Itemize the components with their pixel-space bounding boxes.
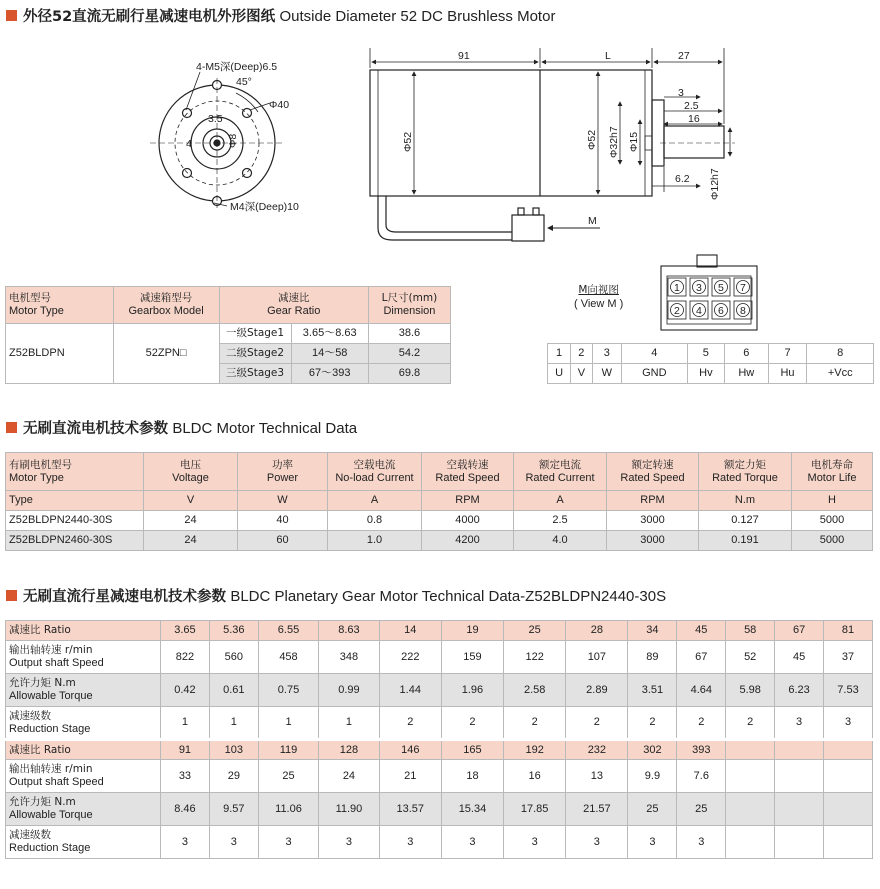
gear-cell: 222 [379,641,441,674]
section-marker [6,422,17,433]
gear-cell: 25 [628,793,677,826]
gear-row-torque [6,793,873,826]
unit-cell: RPM [422,491,514,511]
gear-cell [726,740,775,760]
pin-number: 6 [725,344,769,364]
header-cn: 减速箱型号 [139,292,193,304]
row-label [6,621,161,641]
gear-cell: 122 [504,641,566,674]
section-title-outline [6,5,555,26]
gear-cell: 2 [677,707,726,740]
section-title-cn: 无刷直流行星减速电机技术参数 [23,589,226,605]
gear-cell: 3 [258,826,318,859]
gear-cell: 6.23 [775,674,824,707]
pin-label-5: 5 [718,282,724,294]
table-cell: Z52BLDPN2460-30S [6,531,144,551]
row-label [6,793,161,826]
gear-cell: 45 [775,641,824,674]
gear-cell: 34 [628,621,677,641]
m4-label: M4深(Deep)10 [230,201,299,213]
gear-cell: 1 [161,707,210,740]
table-cell: 4.0 [514,531,607,551]
pin-name: Hu [768,364,807,384]
section-title-cn: 无刷直流电机技术参数 [23,421,168,437]
gear-cell: 5.98 [726,674,775,707]
gear-cell: 3 [824,707,873,740]
header-cell [607,453,699,491]
header-en: Gear Ratio [267,305,321,317]
gear-cell: 2 [726,707,775,740]
row-label-text: 减速比 Ratio [9,624,71,636]
gear-cell: 3 [319,826,379,859]
gear-cell [775,740,824,760]
section-title-en: Outside Diameter 52 DC Brushless Motor [279,8,556,25]
gear-cell: 89 [628,641,677,674]
gear-cell: 91 [161,740,210,760]
gear-cell: 3 [566,826,628,859]
pin-name: +Vcc [807,364,874,384]
pin-label-6: 6 [718,305,724,317]
gear-cell: 4.64 [677,674,726,707]
unit-cell: Type [6,491,144,511]
row-label-text: 输出轴转速 r/min [9,644,93,656]
header-cn: 电机型号 [9,292,51,304]
pin-name: Hw [725,364,769,384]
header-cell [238,453,328,491]
gear-cell: 3 [677,826,726,859]
gear-cell: 25 [677,793,726,826]
pin-number: 5 [687,344,724,364]
section-title-gear [6,585,666,606]
gear-cell [824,760,873,793]
unit-cell: A [328,491,422,511]
gear-cell: 13.57 [379,793,441,826]
row-label-text: Output shaft Speed [9,776,104,788]
dimension-cell: 54.2 [368,344,450,364]
gear-cell: 25 [504,621,566,641]
pin-number: 2 [571,344,593,364]
pin-name: GND [622,364,688,384]
gear-cell: 3 [628,826,677,859]
header-cn: 额定转速 [631,458,674,471]
gear-cell: 7.6 [677,760,726,793]
gear-cell [726,826,775,859]
phi32-label: Φ32h7 [608,126,620,158]
header-cn: L尺寸(mm) [381,292,438,304]
gear-table-body [6,621,873,859]
pin-number: 7 [768,344,807,364]
gear-cell [824,793,873,826]
gear-cell: 159 [441,641,503,674]
d35-label: 3.5 [208,113,223,125]
gear-cell: 0.61 [209,674,258,707]
section-marker [6,590,17,601]
row-label [6,826,161,859]
row-label-text: 减速级数 [9,829,51,841]
gear-cell: 81 [824,621,873,641]
gear-cell [824,826,873,859]
row-label-text: Allowable Torque [9,690,93,702]
unit-cell: A [514,491,607,511]
gear-cell: 1.96 [441,674,503,707]
header-cell [699,453,792,491]
pin-number: 3 [592,344,621,364]
header-en: Voltage [172,471,209,484]
header-cn: 额定力矩 [724,458,766,471]
gear-row-stage [6,826,873,859]
pin-label-1: 1 [674,282,680,294]
unit-cell: H [792,491,873,511]
ratio-cell: 14～58 [291,344,368,364]
table-cell: 0.191 [699,531,792,551]
gear-cell: 9.9 [628,760,677,793]
header-cell [328,453,422,491]
gear-cell [726,760,775,793]
pin-number: 1 [548,344,571,364]
dim-16: 16 [688,113,700,125]
section-title-tech [6,417,357,438]
gear-cell: 14 [379,621,441,641]
gear-cell: 19 [441,621,503,641]
pin-number-row [548,344,874,364]
table-cell: 60 [238,531,328,551]
table-cell: 1.0 [328,531,422,551]
row-label-text: 允许力矩 N.m [9,796,76,808]
header-cn: 功率 [272,458,293,471]
header-en: Rated Torque [712,471,778,484]
dim-27: 27 [678,50,690,62]
gear-cell: 128 [319,740,379,760]
table-cell: 24 [144,531,238,551]
gear-cell: 6.55 [258,621,318,641]
row-label-text: Allowable Torque [9,809,93,821]
gear-cell: 0.42 [161,674,210,707]
gear-cell: 28 [566,621,628,641]
table-cell: 0.127 [699,511,792,531]
row-label-text: 允许力矩 N.m [9,677,76,689]
row-label [6,740,161,760]
gear-cell [726,793,775,826]
motor-dimension-table [5,286,451,384]
dim-L: L [605,50,611,62]
gear-cell: 29 [209,760,258,793]
pin-name: U [548,364,571,384]
header-en: No-load Current [335,471,414,484]
gear-cell: 2 [628,707,677,740]
gear-cell: 3.65 [161,621,210,641]
table-cell: 4200 [422,531,514,551]
pin-name: W [592,364,621,384]
table-cell: 4000 [422,511,514,531]
dim-3: 3 [678,87,684,99]
row-label [6,707,161,740]
gear-cell [775,760,824,793]
ratio-cell: 67～393 [291,364,368,384]
gear-cell: 5.36 [209,621,258,641]
dimension-cell: 38.6 [368,324,450,344]
gear-cell: 0.99 [319,674,379,707]
gear-cell: 348 [319,641,379,674]
header-en: Rated Current [525,471,595,484]
gear-cell: 165 [441,740,503,760]
gear-cell: 107 [566,641,628,674]
gear-cell: 458 [258,641,318,674]
gear-row-ratio [6,740,873,760]
header-en: Dimension [383,305,436,317]
section-marker [6,10,17,21]
row-label [6,674,161,707]
gear-cell: 11.90 [319,793,379,826]
gear-cell [775,793,824,826]
dim-6-2: 6.2 [675,173,690,185]
gear-cell: 3 [775,707,824,740]
gear-row-ratio [6,621,873,641]
gear-cell: 2 [504,707,566,740]
table-cell: 5000 [792,511,873,531]
table-cell: 40 [238,511,328,531]
dim-91: 91 [458,50,470,62]
gear-motor-table [5,620,873,859]
stage-cell: 一级Stage1 [219,324,291,344]
gearbox-model-cell: 52ZPN□ [113,324,219,384]
angle-label: 45° [236,76,252,88]
gear-cell: 3 [504,826,566,859]
gear-cell: 2 [566,707,628,740]
unit-cell: V [144,491,238,511]
gear-cell: 232 [566,740,628,760]
unit-cell: N.m [699,491,792,511]
section-title-cn: 外径52直流无刷行星减速电机外形图纸 [23,9,276,25]
gear-ratio-header [219,287,368,324]
view-m-caption [574,283,623,311]
gear-cell: 822 [161,641,210,674]
gear-cell: 3 [441,826,503,859]
header-en: Rated Speed [620,471,685,484]
gear-cell: 2.58 [504,674,566,707]
gear-cell: 25 [258,760,318,793]
row-label-text: 减速级数 [9,709,51,722]
header-en: Gearbox Model [128,305,204,317]
header-cn: 空载电流 [353,458,396,471]
gear-cell: 3.51 [628,674,677,707]
gear-cell: 7.53 [824,674,873,707]
pin-label-2: 2 [674,305,680,317]
gear-cell: 192 [504,740,566,760]
section-title-en: BLDC Planetary Gear Motor Technical Data-Z52BLDPN2440-30S [230,588,667,605]
header-cell [422,453,514,491]
gear-cell: 560 [209,641,258,674]
gear-cell: 2 [441,707,503,740]
gear-cell: 52 [726,641,775,674]
header-en: Motor Type [9,471,64,484]
gear-cell [775,826,824,859]
gear-cell: 58 [726,621,775,641]
gear-cell: 15.34 [441,793,503,826]
gear-row-torque [6,674,873,707]
gear-row-speed [6,760,873,793]
motor-type-header [6,287,114,324]
motor-model-cell: Z52BLDPN [6,324,114,384]
header-cell [6,453,144,491]
gear-cell: 11.06 [258,793,318,826]
stage-cell: 三级Stage3 [219,364,291,384]
pin-name: Hv [687,364,724,384]
section-title-en: BLDC Motor Technical Data [172,420,358,437]
phi52-body: Φ52 [402,131,414,152]
gear-cell: 67 [677,641,726,674]
header-cell [144,453,238,491]
gear-cell: 24 [319,760,379,793]
gear-cell: 21.57 [566,793,628,826]
pin-label-7: 7 [740,282,746,294]
phi15-label: Φ15 [628,131,640,152]
header-cn: 电压 [180,458,201,471]
phi40-label: Φ40 [269,99,290,111]
pin-number: 8 [807,344,874,364]
holes-label: 4-M5深(Deep)6.5 [196,61,278,73]
gear-cell: 2 [379,707,441,740]
phi12-label: Φ12h7 [709,168,721,200]
pin-label-8: 8 [740,305,746,317]
dimension-cell: 69.8 [368,364,450,384]
gear-cell: 8.63 [319,621,379,641]
table-cell: 0.8 [328,511,422,531]
row-label-text: Reduction Stage [9,722,91,735]
dimension-header [368,287,450,324]
header-cn: 减速比 [277,292,310,304]
gear-cell: 45 [677,621,726,641]
gear-cell: 103 [209,740,258,760]
table-row [6,531,873,551]
ratio-cell: 3.65～8.63 [291,324,368,344]
header-cn: 电机寿命 [811,458,853,471]
pin-name-row [548,364,874,384]
pin-assignment-table [547,343,874,384]
phi8-label: Φ8 [227,133,239,148]
front-view [150,72,285,208]
table-cell: 5000 [792,531,873,551]
gearbox-header [113,287,219,324]
header-cell [514,453,607,491]
pin-label-3: 3 [696,282,702,294]
unit-cell: W [238,491,328,511]
header-cn: 有刷电机型号 [9,458,72,471]
table-row [6,324,451,344]
gear-cell: 393 [677,740,726,760]
table-cell: 3000 [607,511,699,531]
gear-cell: 9.57 [209,793,258,826]
pin-number: 4 [622,344,688,364]
dim-2-5: 2.5 [684,100,699,112]
view-m-en: ( View M ) [574,298,624,310]
gear-row-speed [6,641,873,674]
tech-header-row [6,453,873,491]
gear-cell: 17.85 [504,793,566,826]
header-en: Motor Type [9,305,64,317]
row-label-text: 输出轴转速 r/min [9,763,93,775]
pin-name: V [571,364,593,384]
header-en: Power [266,471,299,484]
gear-cell: 3 [161,826,210,859]
gear-cell: 119 [258,740,318,760]
gear-cell: 0.75 [258,674,318,707]
gear-cell: 67 [775,621,824,641]
table-row [6,511,873,531]
gear-cell: 2.89 [566,674,628,707]
header-cell [792,453,873,491]
gear-cell: 302 [628,740,677,760]
view-m-cn: M向视图 [578,284,619,296]
header-en: Rated Speed [435,471,500,484]
row-label-text: 减速比 Ratio [9,743,71,756]
gear-cell: 8.46 [161,793,210,826]
gear-cell: 13 [566,760,628,793]
row-label-text: Output shaft Speed [9,657,104,669]
table-cell: 2.5 [514,511,607,531]
table-cell: Z52BLDPN2440-30S [6,511,144,531]
stage-cell: 二级Stage2 [219,344,291,364]
row-label [6,641,161,674]
gear-cell: 1.44 [379,674,441,707]
tech-unit-row [6,491,873,511]
gear-cell: 37 [824,641,873,674]
row-label [6,760,161,793]
gear-cell: 3 [379,826,441,859]
d4-label: 4 [186,138,192,150]
gear-cell: 1 [258,707,318,740]
gear-cell: 16 [504,760,566,793]
gear-cell: 3 [209,826,258,859]
gear-cell: 1 [319,707,379,740]
header-cn: 额定电流 [539,458,581,471]
row-label-text: Reduction Stage [9,842,91,854]
header-cn: 空载转速 [446,458,489,471]
motor-technical-table [5,452,873,551]
table-cell: 24 [144,511,238,531]
gear-cell: 1 [209,707,258,740]
gear-cell: 21 [379,760,441,793]
gear-row-stage [6,707,873,740]
gear-cell: 18 [441,760,503,793]
pin-label-4: 4 [696,305,702,317]
view-m-arrow-label: M [588,215,597,227]
header-en: Motor Life [807,471,857,484]
table-cell: 3000 [607,531,699,551]
gear-cell: 146 [379,740,441,760]
gear-cell [824,740,873,760]
gear-cell: 33 [161,760,210,793]
unit-cell: RPM [607,491,699,511]
phi52-gear: Φ52 [586,129,598,150]
